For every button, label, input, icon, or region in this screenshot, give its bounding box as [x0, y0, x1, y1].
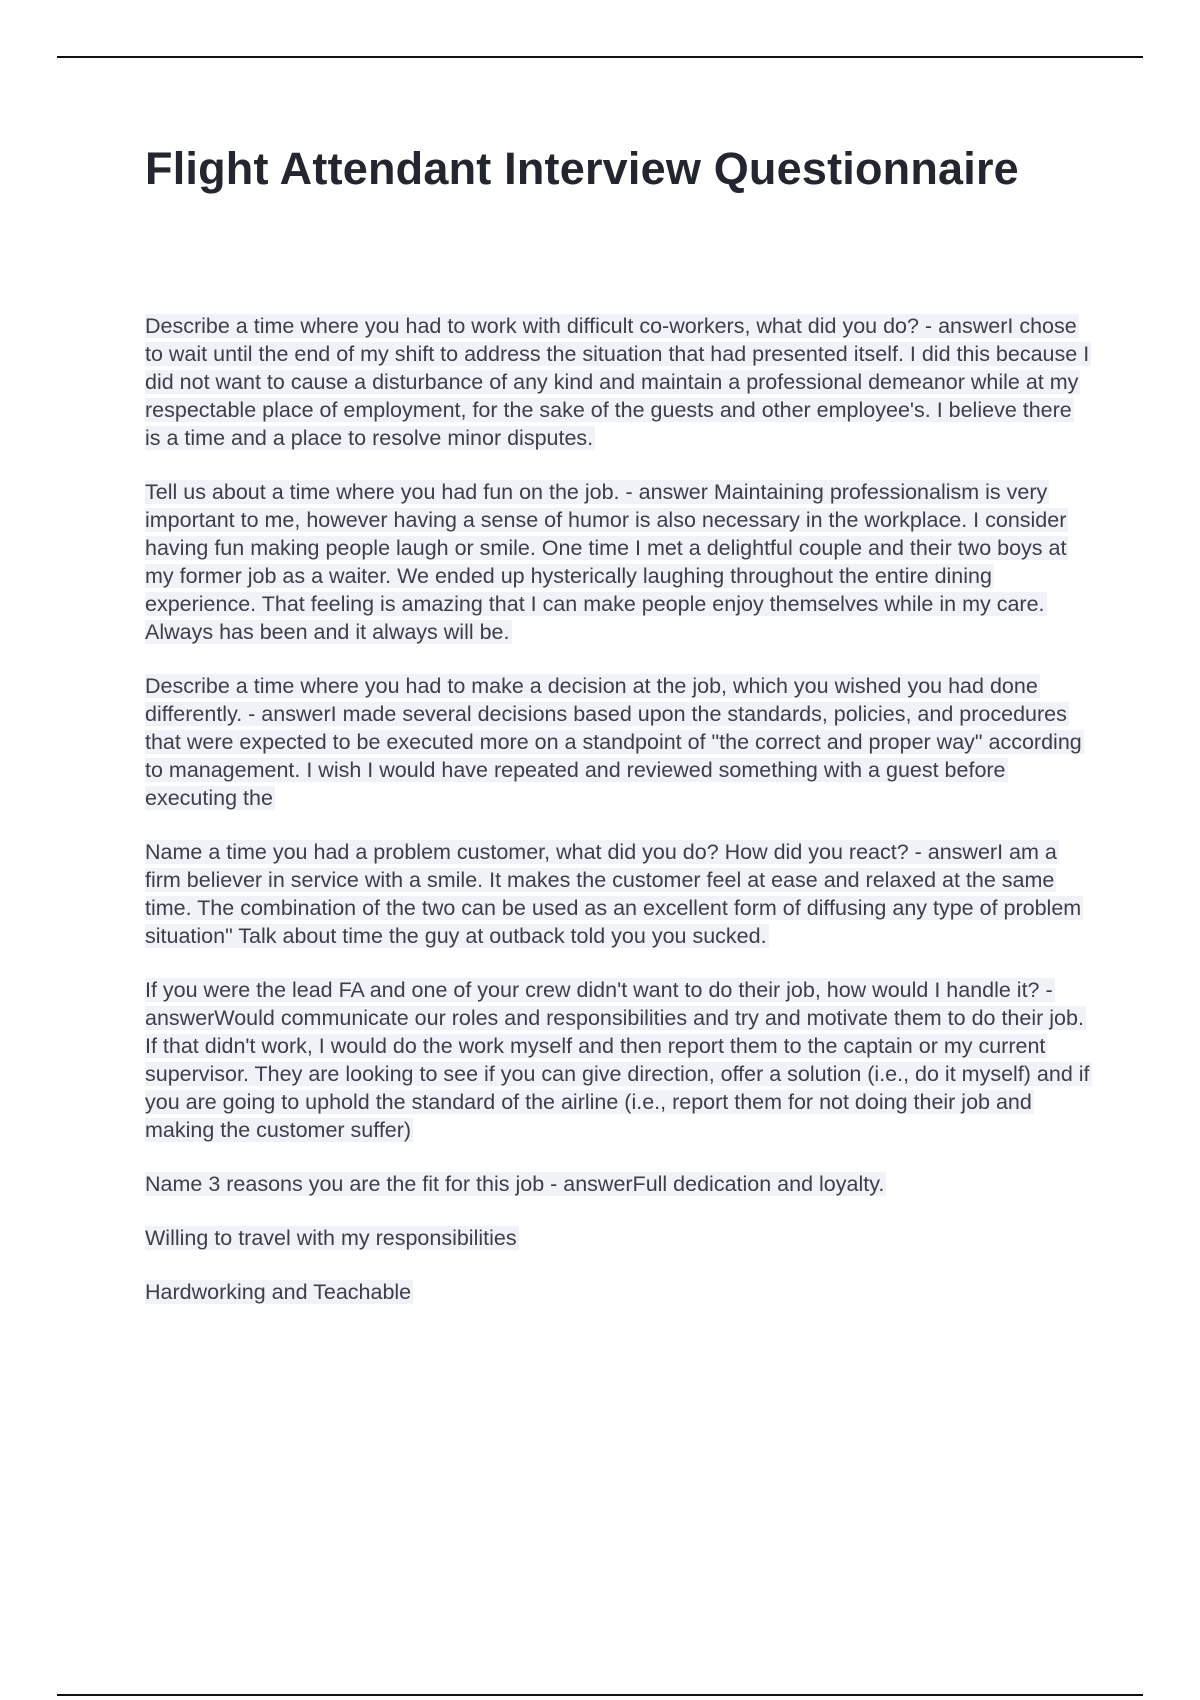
paragraph-hardworking	[145, 1278, 1090, 1306]
document-body	[145, 312, 1090, 1332]
paragraph-text: Describe a time where you had to work with difficult co-workers, what did you do? - answerI chose to wait until the end of my shift to address the situation that had presented itself. I did this because I did not want to cause a disturbance of any kind and maintain a professional demeanor while at my respectable place of employment, for the sake of the guests and other employee's. I believe there is a time and a place to resolve minor disputes.	[145, 314, 1090, 450]
paragraph-text: Tell us about a time where you had fun on the job. - answer Maintaining professionalism is very important to me, however having a sense of humor is also necessary in the workplace. I consider having fun making people laugh or smile. One time I met a delightful couple and their two boys at my former job as a waiter. We ended up hysterically laughing throughout the entire dining experience. That feeling is amazing that I can make people enjoy themselves while in my care. Always has been and it always will be.	[145, 480, 1067, 644]
paragraph-text: Describe a time where you had to make a decision at the job, which you wished you had done differently. - answerI made several decisions based upon the standards, policies, and procedures that were expected to be executed more on a standpoint of "the correct and proper way" according to management. I wish I would have repeated and reviewed something with a guest before executing the	[145, 674, 1082, 810]
bottom-rule	[57, 1694, 1143, 1696]
page-title: Flight Attendant Interview Questionnaire	[145, 143, 1019, 194]
paragraph-problem-customer	[145, 838, 1090, 950]
paragraph-text: Willing to travel with my responsibilities	[145, 1226, 517, 1250]
paragraph-willing-to-travel	[145, 1224, 1090, 1252]
paragraph-fun-on-job	[145, 478, 1090, 646]
paragraph-text: Name 3 reasons you are the fit for this job - answerFull dedication and loyalty.	[145, 1172, 885, 1196]
paragraph-text: Name a time you had a problem customer, what did you do? How did you react? - answerI am a firm believer in service with a smile. It makes the customer feel at ease and relaxed at the same time. The combination of the two can be used as an excellent form of diffusing any type of problem situation" Talk about time the guy at outback told you you sucked.	[145, 840, 1082, 948]
paragraph-lead-fa	[145, 976, 1090, 1144]
paragraph-difficult-coworkers	[145, 312, 1090, 452]
paragraph-three-reasons	[145, 1170, 1090, 1198]
paragraph-text: If you were the lead FA and one of your crew didn't want to do their job, how would I handle it? - answerWould communicate our roles and responsibilities and try and motivate them to do their job. If that didn't work, I would do the work myself and then report them to the captain or my current supervisor. They are looking to see if you can give direction, offer a solution (i.e., do it myself) and if you are going to uphold the standard of the airline (i.e., report them for not doing their job and making the customer suffer)	[145, 978, 1090, 1142]
paragraph-text: Hardworking and Teachable	[145, 1280, 412, 1304]
paragraph-decision-at-job	[145, 672, 1090, 812]
top-rule	[57, 56, 1143, 58]
